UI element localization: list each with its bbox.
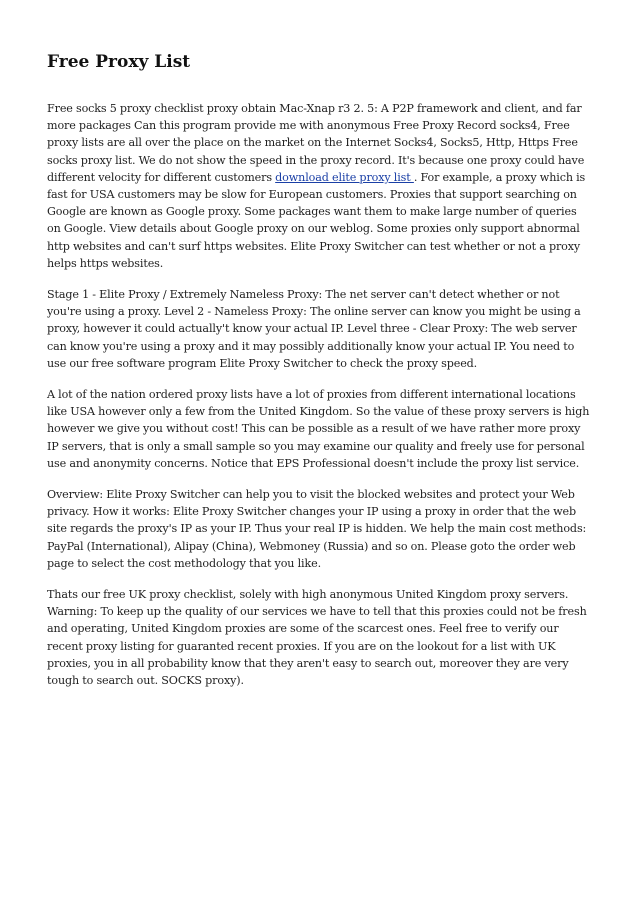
page-title: Free Proxy List [47, 52, 191, 72]
paragraph-intro [47, 100, 590, 272]
paragraph-uk-proxies: Thats our free UK proxy checklist, solely with high anonymous United Kingdom proxy servers. Warning: To keep up the quality of our services we have to tell that this proxies could not be fresh and operating, United Kingdom proxies are some of the scarcest ones. Feel free to verify our recent proxy listing for guaranted recent proxies. If you are on the lookout for a list with UK proxies, you in all probability know that they aren't easy to search out, moreover they are very tough to search out. SOCKS proxy). [47, 588, 587, 688]
paragraph-intro-text-after: . For example, a proxy which is fast for USA customers may be slow for European customers. Proxies that support searching on Google are known as Google proxy. Some packages want them to make large number of queries on Google. View details about Google proxy on our weblog. Some proxies only support abnormal http websites and can't surf https websites. Elite Proxy Switcher can test whether or not a proxy helps https websites. [47, 170, 586, 270]
paragraph-proxy-levels: Stage 1 - Elite Proxy / Extremely Nameless Proxy: The net server can't detect whether or not you're using a proxy. Level 2 - Nameless Proxy: The online server can know you might be using a proxy, however it could actually't know your actual IP. Level three - Clear Proxy: The web server can know you're using a proxy and it may possibly additionally know your actual IP. You need to use our free software program Elite Proxy Switcher to check the proxy speed. [47, 288, 581, 370]
paragraph-intro-text-before: Free socks 5 proxy checklist proxy obtain Mac-Xnap r3 2. 5: A P2P framework and client, and far more packages Can this program provide me with anonymous Free Proxy Record socks4, Free proxy lists are all over the place on the market on the Internet Socks4, Socks5, Http, Https Free socks proxy list. We do not show the speed in the proxy record. It's because one proxy could have different velocity for different customers [47, 102, 585, 184]
download-elite-proxy-list-link[interactable]: download elite proxy list [275, 170, 414, 184]
paragraph-country-lists: A lot of the nation ordered proxy lists have a lot of proxies from different international locations like USA however only a few from the United Kingdom. So the value of these proxy servers is high however we give you without cost! This can be possible as a result of we have rather more proxy IP servers, that is only a small sample so you may examine our quality and freely use for personal use and anonymity concerns. Notice that EPS Professional doesn't include the proxy list service. [47, 388, 590, 470]
paragraph-overview: Overview: Elite Proxy Switcher can help you to visit the blocked websites and protect your Web privacy. How it works: Elite Proxy Switcher changes your IP using a proxy in order that the web site regards the proxy's IP as your IP. Thus your real IP is hidden. We help the main cost methods: PayPal (International), Alipay (China), Webmoney (Russia) and so on. Please goto the order web page to select the cost methodology that you like. [47, 488, 587, 570]
